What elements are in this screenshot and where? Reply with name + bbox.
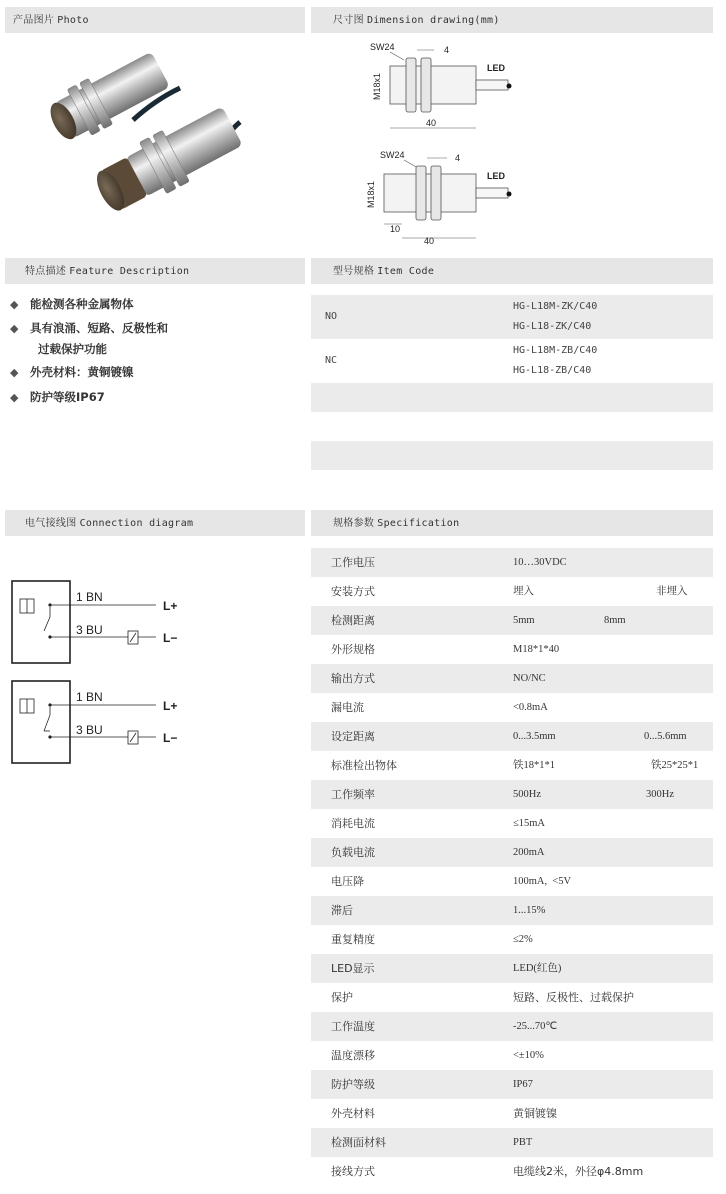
spec-value: 短路、反极性、过载保护 — [513, 991, 634, 1004]
spec-value: 5mm — [513, 615, 535, 626]
connection-diagram-no — [12, 581, 177, 663]
table-row — [311, 412, 713, 441]
spec-value: -25...70℃ — [513, 1021, 558, 1032]
wire-bn-label-2: 1 BN — [76, 690, 103, 704]
spec-value: LED(红色) — [513, 963, 562, 974]
table-row — [311, 664, 713, 693]
spec-value: 0...3.5mm — [513, 731, 556, 742]
diamond-bullet-icon: ◆ — [10, 366, 19, 379]
item-code-table — [311, 295, 713, 470]
wire-bu-label: 3 BU — [76, 623, 103, 637]
spec-value: 200mA — [513, 847, 545, 858]
dim-nut-label: 4 — [444, 45, 450, 55]
spec-value: 10…30VDC — [513, 557, 567, 568]
dimension-drawing-flush — [370, 42, 512, 128]
dim-nut-label-2: 4 — [455, 153, 461, 163]
table-row — [311, 1099, 713, 1128]
feature-list — [8, 294, 308, 408]
spec-value: <0.8mA — [513, 702, 548, 713]
spec-key: 防护等级 — [331, 1078, 375, 1091]
feature-text-continued: 过载保护功能 — [38, 342, 107, 356]
spec-key: 工作频率 — [331, 788, 375, 801]
dim-length-label: 40 — [426, 118, 437, 128]
dim-thread-label-2: M18x1 — [366, 180, 376, 208]
table-row — [311, 722, 713, 751]
dimension-header-zh: 尺寸图 — [333, 15, 364, 26]
spec-key: 消耗电流 — [331, 817, 375, 830]
dim-led-label-2: LED — [487, 171, 505, 181]
table-row — [311, 295, 713, 339]
spec-value: M18*1*40 — [513, 644, 560, 655]
table-row — [311, 1070, 713, 1099]
feature-header-en: Feature Description — [69, 266, 190, 277]
spec-key: 外形规格 — [331, 643, 375, 656]
photo-header-en: Photo — [57, 15, 89, 26]
specification-table — [311, 548, 713, 1186]
plus-terminal-label: L+ — [163, 599, 178, 613]
minus-terminal-label-2: L− — [163, 731, 178, 745]
table-row — [311, 635, 713, 664]
dim-led-label: LED — [487, 63, 505, 73]
spec-value: NO/NC — [513, 673, 546, 684]
spec-key: 滞后 — [331, 904, 353, 917]
table-row — [311, 1128, 713, 1157]
spec-value: 1...15% — [513, 905, 546, 916]
spec-key: 检测距离 — [331, 614, 375, 627]
specification-header — [311, 510, 713, 536]
spec-value: 500Hz — [513, 789, 541, 800]
feature-item — [8, 318, 308, 360]
spec-key: 重复精度 — [331, 933, 375, 946]
spec-key: 安装方式 — [331, 585, 375, 598]
connection-header — [5, 510, 305, 536]
table-row — [311, 983, 713, 1012]
table-row — [311, 954, 713, 983]
connection-diagram-nc — [12, 681, 177, 763]
dimension-header — [311, 7, 713, 33]
spec-value: <±10% — [513, 1050, 544, 1061]
table-row — [311, 896, 713, 925]
spec-key: 设定距离 — [331, 730, 375, 743]
spec-value: 电缆线2米，外径φ4.8mm — [513, 1165, 644, 1178]
spec-key: 接线方式 — [331, 1165, 375, 1178]
diamond-bullet-icon: ◆ — [10, 391, 19, 404]
table-row — [311, 606, 713, 635]
dimension-header-en: Dimension drawing(mm) — [366, 15, 500, 26]
spec-key: 温度漂移 — [331, 1049, 375, 1062]
table-row — [311, 838, 713, 867]
dimension-drawing — [350, 38, 540, 253]
item-code: HG-L18-ZB/C40 — [513, 365, 592, 376]
spec-key: 电压降 — [331, 875, 364, 888]
spec-key: 工作温度 — [331, 1020, 375, 1033]
table-row — [311, 751, 713, 780]
photo-header-zh: 产品图片 — [13, 15, 55, 26]
dim-sw-label-2: SW24 — [380, 150, 405, 160]
spec-key: 工作电压 — [331, 556, 375, 569]
spec-value-2: 铁25*25*1 — [651, 760, 699, 771]
minus-terminal-label: L− — [163, 631, 178, 645]
spec-value-2: 300Hz — [646, 789, 674, 800]
spec-value-2: 非埋入 — [656, 586, 688, 597]
feature-text: 外壳材料：黄铜镀镍 — [30, 365, 134, 379]
feature-item — [8, 362, 308, 383]
dim-thread-label: M18x1 — [372, 72, 382, 100]
product-photo — [5, 40, 305, 255]
table-row — [311, 1012, 713, 1041]
spec-value: PBT — [513, 1137, 533, 1148]
feature-header-zh: 特点描述 — [25, 266, 67, 277]
spec-key: 标准检出物体 — [331, 759, 397, 772]
item-code-header-zh: 型号规格 — [333, 266, 375, 277]
wire-bu-label-2: 3 BU — [76, 723, 103, 737]
feature-header — [5, 258, 305, 284]
wire-bn-label: 1 BN — [76, 590, 103, 604]
spec-key: 漏电流 — [331, 701, 364, 714]
table-row — [311, 441, 713, 470]
dim-exposed-label: 10 — [390, 224, 401, 234]
connection-header-en: Connection diagram — [79, 518, 194, 529]
table-row — [311, 383, 713, 412]
spec-value: ≤15mA — [513, 818, 546, 829]
spec-key: 外壳材料 — [331, 1107, 375, 1120]
spec-value: 100mA, <5V — [513, 876, 572, 887]
spec-key: 负载电流 — [331, 846, 375, 859]
specification-header-zh: 规格参数 — [333, 518, 375, 529]
item-type: NO — [325, 311, 338, 322]
connection-diagram — [8, 575, 208, 775]
dim-length-label-2: 40 — [424, 236, 435, 246]
spec-value-2: 0...5.6mm — [644, 731, 687, 742]
spec-value: IP67 — [513, 1079, 533, 1090]
spec-key: 检测面材料 — [331, 1136, 386, 1149]
spec-value: ≤2% — [513, 934, 533, 945]
item-code: HG-L18M-ZB/C40 — [513, 345, 598, 356]
spec-key: LED显示 — [331, 962, 375, 975]
item-type: NC — [325, 355, 338, 366]
table-row — [311, 1041, 713, 1070]
feature-item — [8, 387, 308, 408]
feature-text: 具有浪涌、短路、反极性和 — [30, 321, 168, 335]
table-row — [311, 780, 713, 809]
table-row — [311, 693, 713, 722]
item-code: HG-L18M-ZK/C40 — [513, 301, 598, 312]
item-code-header — [311, 258, 713, 284]
item-code: HG-L18-ZK/C40 — [513, 321, 592, 332]
table-row — [311, 1157, 713, 1186]
feature-text: 能检测各种金属物体 — [30, 297, 134, 311]
feature-text: 防护等级IP67 — [30, 390, 105, 404]
plus-terminal-label-2: L+ — [163, 699, 178, 713]
diamond-bullet-icon: ◆ — [10, 298, 19, 311]
dimension-drawing-nonflush — [366, 150, 512, 246]
dim-sw-label: SW24 — [370, 42, 395, 52]
spec-value: 埋入 — [513, 586, 534, 597]
spec-key: 输出方式 — [331, 672, 375, 685]
feature-item — [8, 294, 308, 315]
item-code-header-en: Item Code — [377, 266, 435, 277]
table-row — [311, 577, 713, 606]
connection-header-zh: 电气接线图 — [25, 518, 77, 529]
table-row — [311, 867, 713, 896]
spec-value: 黄铜镀镍 — [513, 1107, 557, 1120]
table-row — [311, 809, 713, 838]
table-row — [311, 548, 713, 577]
photo-header — [5, 7, 305, 33]
table-row — [311, 925, 713, 954]
spec-key: 保护 — [331, 991, 353, 1004]
specification-header-en: Specification — [377, 518, 460, 529]
table-row — [311, 339, 713, 383]
diamond-bullet-icon: ◆ — [10, 322, 19, 335]
spec-value-2: 8mm — [604, 615, 626, 626]
spec-value: 铁18*1*1 — [513, 760, 555, 771]
